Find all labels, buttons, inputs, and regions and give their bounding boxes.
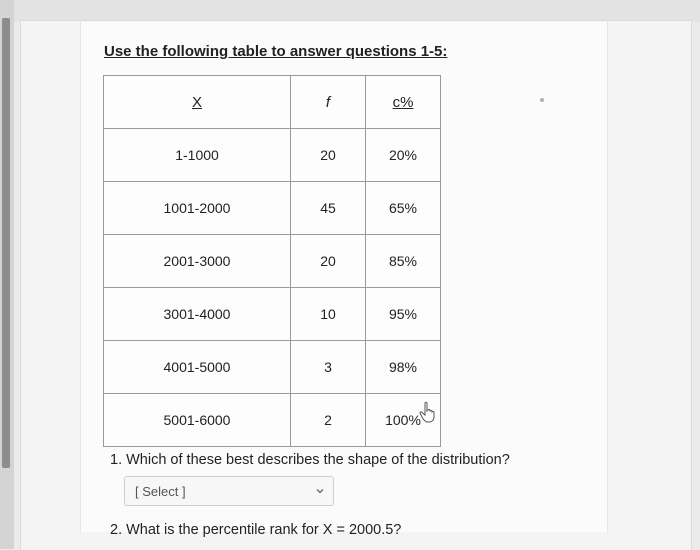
top-strip [14,0,700,22]
page-scrollbar[interactable] [0,0,14,549]
cell-f: 20 [291,235,366,288]
scrollbar-thumb[interactable] [2,18,10,468]
question-1-text: 1. Which of these best describes the shape of the distribution? [110,452,510,468]
header-cpercent: c% [366,76,441,129]
cell-f: 20 [291,129,366,182]
table-row [104,341,441,394]
cell-cpercent: 65% [366,182,441,235]
cell-f: 2 [291,394,366,447]
cell-f: 45 [291,182,366,235]
table-header-row [104,76,441,129]
cell-cpercent: 98% [366,341,441,394]
cell-cpercent: 100% [366,394,441,447]
table-row [104,129,441,182]
cell-x: 4001-5000 [104,341,291,394]
cell-x: 3001-4000 [104,288,291,341]
header-x: X [104,76,291,129]
cell-x: 1-1000 [104,129,291,182]
table-row [104,235,441,288]
cell-x: 5001-6000 [104,394,291,447]
cell-x: 1001-2000 [104,182,291,235]
cell-cpercent: 95% [366,288,441,341]
cell-cpercent: 20% [366,129,441,182]
question-2-text: 2. What is the percentile rank for X = 2000.5? [110,522,402,538]
instructions-heading: Use the following table to answer questions 1-5: [104,43,448,60]
decorative-dot [540,98,544,102]
cell-f: 3 [291,341,366,394]
select-value: [ Select ] [135,484,186,499]
hand-pointer-icon [418,401,438,423]
cell-cpercent: 85% [366,235,441,288]
frequency-table [103,75,441,447]
question-1-select[interactable] [124,476,334,506]
table-row [104,288,441,341]
table-row [104,182,441,235]
cell-x: 2001-3000 [104,235,291,288]
chevron-down-icon [315,486,325,496]
header-f: f [291,76,366,129]
cell-f: 10 [291,288,366,341]
table-row [104,394,441,447]
